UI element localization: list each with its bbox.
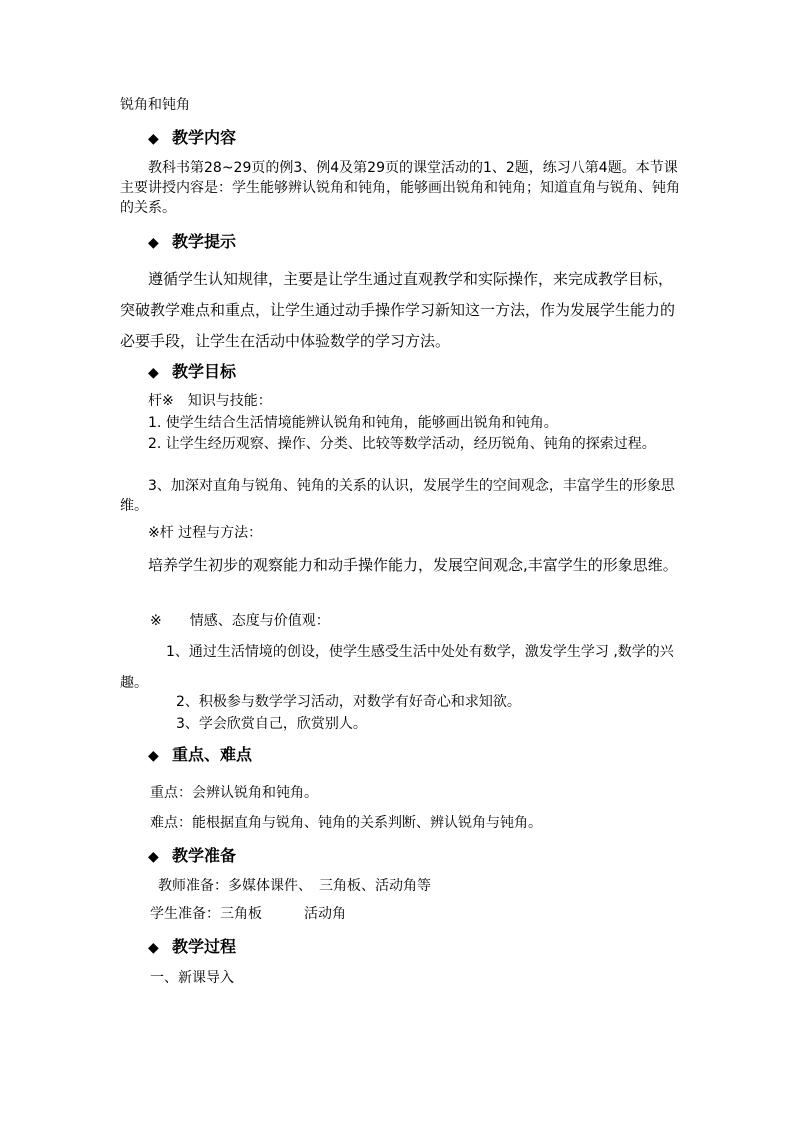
process-paragraph: 培养学生初步的观察能力和动手操作能力，发展空间观念,丰富学生的形象思维。 — [148, 556, 678, 574]
goal-item-3: 3、加深对直角与锐角、钝角的关系的认识，发展学生的空间观念，丰富学生的形象思维。 — [120, 478, 675, 514]
emotion-label: ※ 情感、态度与价值观： — [150, 613, 330, 629]
teacher-prep-text: 教师准备：多媒体课件、 三角板、活动角等 — [158, 878, 431, 894]
emotion-item-1: 1、通过生活情境的创设，使学生感受生活中处处有数学，激发学生学习 ,数学的兴趣。 — [120, 644, 674, 691]
diamond-bullet-icon: ◆ — [148, 748, 159, 764]
diamond-bullet-icon: ◆ — [148, 849, 159, 865]
page-title: 锐角和钝角 — [120, 97, 190, 113]
difficult-point-text: 难点：能根据直角与锐角、钝角的关系判断、辨认锐角与钝角。 — [150, 815, 542, 831]
process-label: ※杆 过程与方法： — [148, 525, 263, 541]
section-heading-goals: ◆ 教学目标 — [148, 362, 237, 381]
knowledge-label: 杆※ 知识与技能： — [148, 393, 272, 409]
content-paragraph: 教科书第28~29页的例3、例4及第29页的课堂活动的1、2题，练习八第4题。本节课主要讲授内容是：学生能够辨认锐角和钝角，能够画出锐角和钝角；知道直角与锐角、钝角的关系。 — [120, 160, 680, 216]
goal-item-2: 2. 让学生经历观察、操作、分类、比较等数学活动，经历锐角、钝角的探索过程。 — [148, 436, 656, 452]
student-prep-text: 学生准备：三角板 活动角 — [150, 906, 346, 922]
section-heading-process: ◆ 教学过程 — [148, 937, 237, 956]
section-heading-tips: ◆ 教学提示 — [148, 232, 237, 251]
diamond-bullet-icon: ◆ — [148, 235, 159, 251]
diamond-bullet-icon: ◆ — [148, 365, 159, 381]
goal-item-1: 1. 使学生结合生活情境能辨认锐角和钝角，能够画出锐角和钝角。 — [148, 415, 558, 431]
key-point-text: 重点：会辨认锐角和钝角。 — [150, 785, 318, 801]
tips-paragraph: 遵循学生认知规律，主要是让学生通过直观教学和实际操作，来完成教学目标，突破教学难点和重点，让学生通过动手操作学习新知这一方法，作为发展学生能力的必要手段，让学生在活动中体验数学的学习方法。 — [120, 270, 676, 350]
emotion-item-2: 2、积极参与数学学习活动，对数学有好奇心和求知欲。 — [176, 694, 521, 710]
diamond-bullet-icon: ◆ — [148, 940, 159, 956]
section-heading-prep: ◆ 教学准备 — [148, 846, 237, 865]
diamond-bullet-icon: ◆ — [148, 131, 159, 147]
emotion-item-3: 3、学会欣赏自己，欣赏别人。 — [176, 716, 367, 732]
section-heading-content: ◆ 教学内容 — [148, 128, 237, 147]
process-step-1: 一、新课导入 — [150, 970, 234, 986]
section-heading-key-points: ◆ 重点、难点 — [148, 745, 253, 764]
